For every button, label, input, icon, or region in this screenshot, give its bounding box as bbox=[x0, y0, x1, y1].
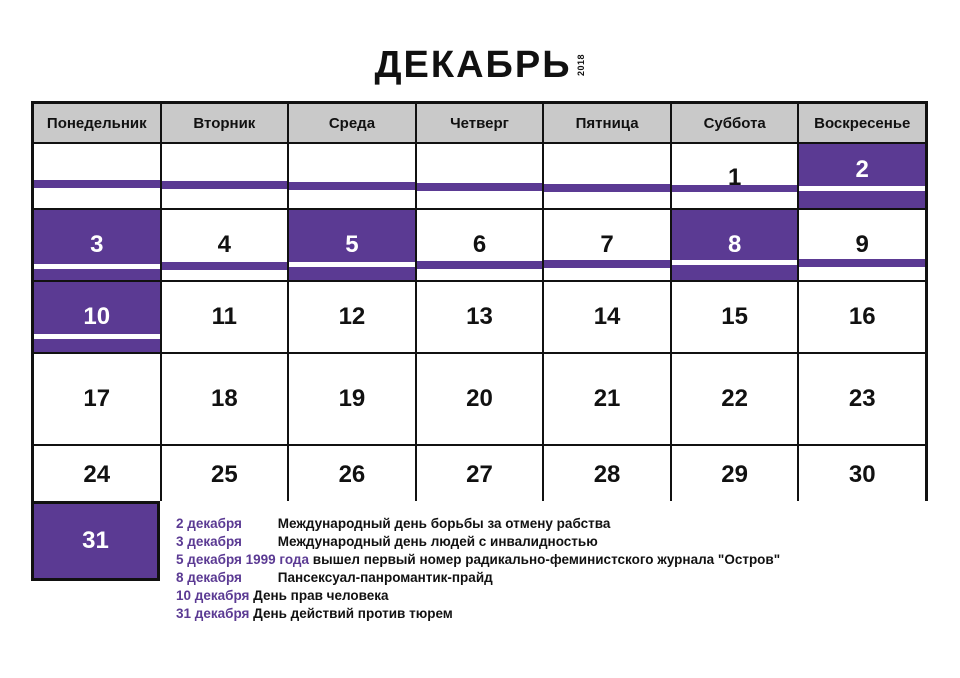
day-cell-highlighted bbox=[31, 501, 160, 581]
day-cell bbox=[162, 210, 288, 280]
day-cell-highlighted bbox=[34, 282, 160, 352]
day-number: 19 bbox=[338, 385, 366, 412]
weekday-sunday: Воскресенье bbox=[799, 104, 925, 142]
note-text: вышел первый номер радикально-феминистского журнала "Остров" bbox=[312, 552, 781, 567]
empty-cell bbox=[162, 144, 288, 208]
day-number: 18 bbox=[211, 385, 238, 412]
note-item bbox=[176, 605, 916, 623]
note-item bbox=[176, 551, 916, 569]
day-cell bbox=[417, 210, 543, 280]
day-cell bbox=[162, 282, 288, 352]
day-number: 22 bbox=[721, 385, 748, 412]
day-cell bbox=[799, 446, 925, 504]
day-cell bbox=[799, 210, 925, 280]
day-cell bbox=[672, 446, 798, 504]
weekday-tuesday: Вторник bbox=[162, 104, 288, 142]
day-number: 14 bbox=[593, 303, 621, 330]
empty-cell bbox=[544, 144, 670, 208]
day-number: 29 bbox=[721, 461, 748, 488]
note-date: 5 декабря 1999 года bbox=[176, 552, 310, 567]
day-number: 3 bbox=[90, 231, 104, 258]
day-number: 7 bbox=[600, 231, 614, 258]
note-date: 10 декабря bbox=[176, 588, 250, 603]
day-number: 8 bbox=[727, 231, 742, 258]
day-number: 20 bbox=[466, 385, 493, 412]
day-number: 24 bbox=[83, 461, 111, 488]
day-number: 17 bbox=[83, 385, 111, 412]
day-number: 21 bbox=[593, 385, 621, 412]
weekday-saturday: Суббота bbox=[672, 104, 798, 142]
day-grid bbox=[34, 144, 925, 498]
month-title: ДЕКАБРЬ bbox=[374, 44, 572, 86]
day-cell bbox=[162, 446, 288, 504]
day-cell bbox=[417, 446, 543, 504]
day-number: 27 bbox=[466, 461, 493, 488]
day-cell bbox=[672, 144, 798, 208]
empty-cell bbox=[417, 144, 543, 208]
day-cell bbox=[417, 282, 543, 352]
day-number: 10 bbox=[83, 303, 111, 330]
day-cell-highlighted bbox=[799, 144, 925, 208]
day-number: 9 bbox=[855, 231, 869, 258]
day-cell bbox=[799, 282, 925, 352]
day-number: 11 bbox=[211, 303, 238, 330]
day-number: 31 bbox=[82, 527, 109, 554]
calendar-title-block bbox=[0, 44, 960, 87]
day-cell-highlighted bbox=[672, 210, 798, 280]
note-date: 8 декабря bbox=[176, 570, 242, 585]
note-item bbox=[176, 515, 916, 533]
weekday-wednesday: Среда bbox=[289, 104, 415, 142]
day-cell bbox=[289, 354, 415, 444]
day-number: 15 bbox=[721, 303, 748, 330]
note-item bbox=[176, 587, 916, 605]
empty-cell bbox=[289, 144, 415, 208]
note-text: Международный день людей с инвалидностью bbox=[277, 534, 598, 549]
note-text: День действий против тюрем bbox=[253, 606, 453, 621]
day-cell-highlighted bbox=[34, 210, 160, 280]
day-number: 6 bbox=[472, 231, 487, 258]
year-label: 2018 bbox=[575, 54, 586, 77]
day-cell bbox=[672, 282, 798, 352]
note-date: 2 декабря bbox=[176, 516, 242, 531]
day-cell bbox=[544, 282, 670, 352]
day-cell bbox=[544, 210, 670, 280]
calendar-grid bbox=[31, 101, 928, 501]
weekday-monday: Понедельник bbox=[34, 104, 160, 142]
note-date: 31 декабря bbox=[176, 606, 250, 621]
holiday-notes bbox=[176, 515, 916, 623]
weekday-thursday: Четверг bbox=[417, 104, 543, 142]
day-cell bbox=[544, 354, 670, 444]
day-number: 4 bbox=[217, 231, 232, 258]
day-number: 13 bbox=[466, 303, 493, 330]
day-cell bbox=[799, 354, 925, 444]
note-date: 3 декабря bbox=[176, 534, 242, 549]
day-number: 16 bbox=[848, 303, 876, 330]
note-item bbox=[176, 533, 916, 551]
weekday-header-row bbox=[34, 104, 925, 142]
day-cell bbox=[34, 354, 160, 444]
day-cell bbox=[417, 354, 543, 444]
day-number: 28 bbox=[593, 461, 621, 488]
day-number: 25 bbox=[211, 461, 238, 488]
day-cell bbox=[544, 446, 670, 504]
empty-cell bbox=[34, 144, 160, 208]
day-cell bbox=[162, 354, 288, 444]
note-text: Пансексуал-панромантик-прайд bbox=[277, 570, 493, 585]
day-number: 30 bbox=[848, 461, 876, 488]
day-cell bbox=[289, 446, 415, 504]
note-text: Международный день борьбы за отмену рабства bbox=[277, 516, 611, 531]
day-cell bbox=[672, 354, 798, 444]
day-number: 5 bbox=[345, 231, 359, 258]
day-cell bbox=[34, 446, 160, 504]
day-cell-highlighted bbox=[289, 210, 415, 280]
weekday-friday: Пятница bbox=[544, 104, 670, 142]
day-number: 2 bbox=[855, 156, 869, 183]
day-number: 1 bbox=[727, 164, 742, 191]
day-number: 12 bbox=[338, 303, 366, 330]
day-cell bbox=[289, 282, 415, 352]
day-number: 23 bbox=[848, 385, 876, 412]
note-item bbox=[176, 569, 916, 587]
note-text: День прав человека bbox=[253, 588, 389, 603]
day-number: 26 bbox=[338, 461, 366, 488]
